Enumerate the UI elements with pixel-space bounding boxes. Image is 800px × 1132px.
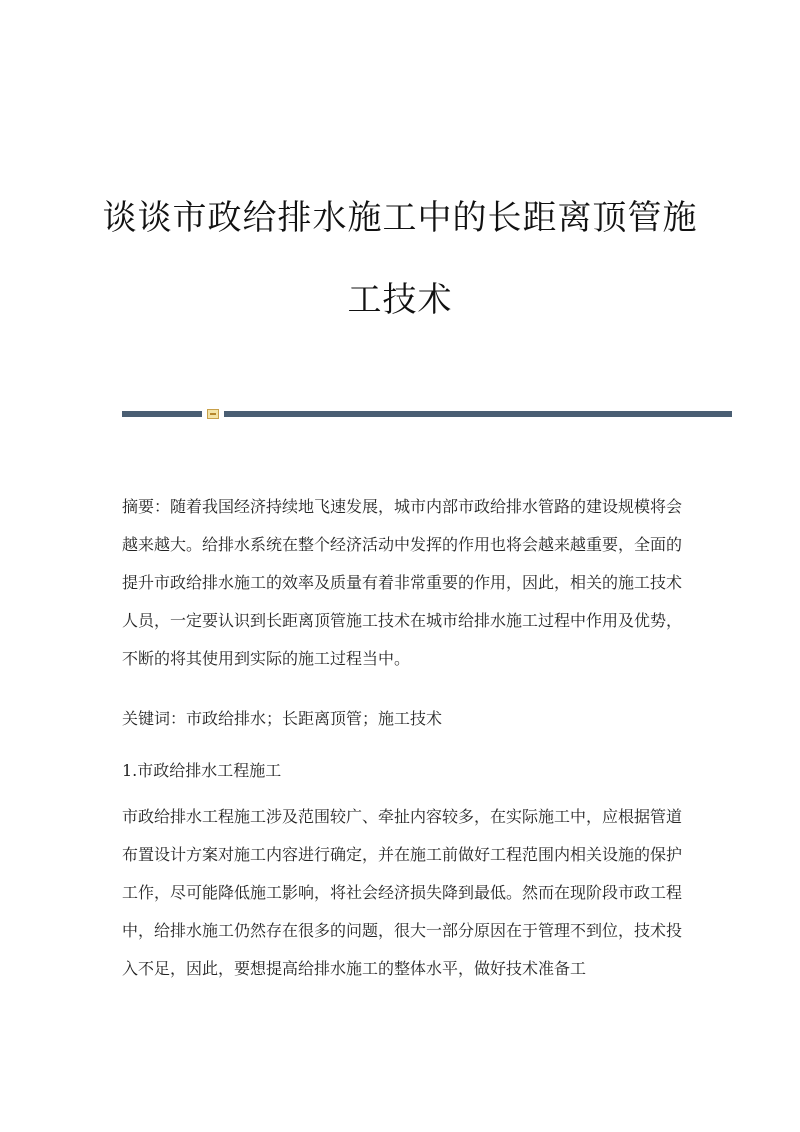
document-title-line-1: 谈谈市政给排水施工中的长距离顶管施	[102, 198, 698, 238]
divider-emblem-icon	[207, 409, 219, 419]
divider-bar-left	[122, 411, 202, 417]
document-title-line-2: 工技术	[347, 280, 453, 320]
abstract-paragraph: 摘要：随着我国经济持续地飞速发展，城市内部市政给排水管路的建设规模将会越来越大。给排水系统在整个经济活动中发挥的作用也将会越来越重要，全面的提升市政给排水施工的效率及质量有着非常重要的作用，因此，相关的施工技术人员，一定要认识到长距离顶管施工技术在城市给排水施工过程中作用及优势，不断的将其使用到实际的施工过程当中。	[122, 497, 683, 668]
section-heading: 1.市政给排水工程施工	[122, 761, 282, 780]
section-paragraph: 市政给排水工程施工涉及范围较广、牵扯内容较多，在实际施工中，应根据管道布置设计方案对施工内容进行确定，并在施工前做好工程范围内相关设施的保护工作，尽可能降低施工影响，将社会经济损失降到最低。然而在现阶段市政工程中，给排水施工仍然存在很多的问题，很大一部分原因在于管理不到位，技术投入不足，因此，要想提高给排水施工的整体水平，做好技术准备工	[122, 807, 683, 978]
keywords-line: 关键词：市政给排水；长距离顶管；施工技术	[122, 709, 443, 728]
divider-bar-right	[224, 411, 732, 417]
title-divider	[122, 409, 732, 419]
